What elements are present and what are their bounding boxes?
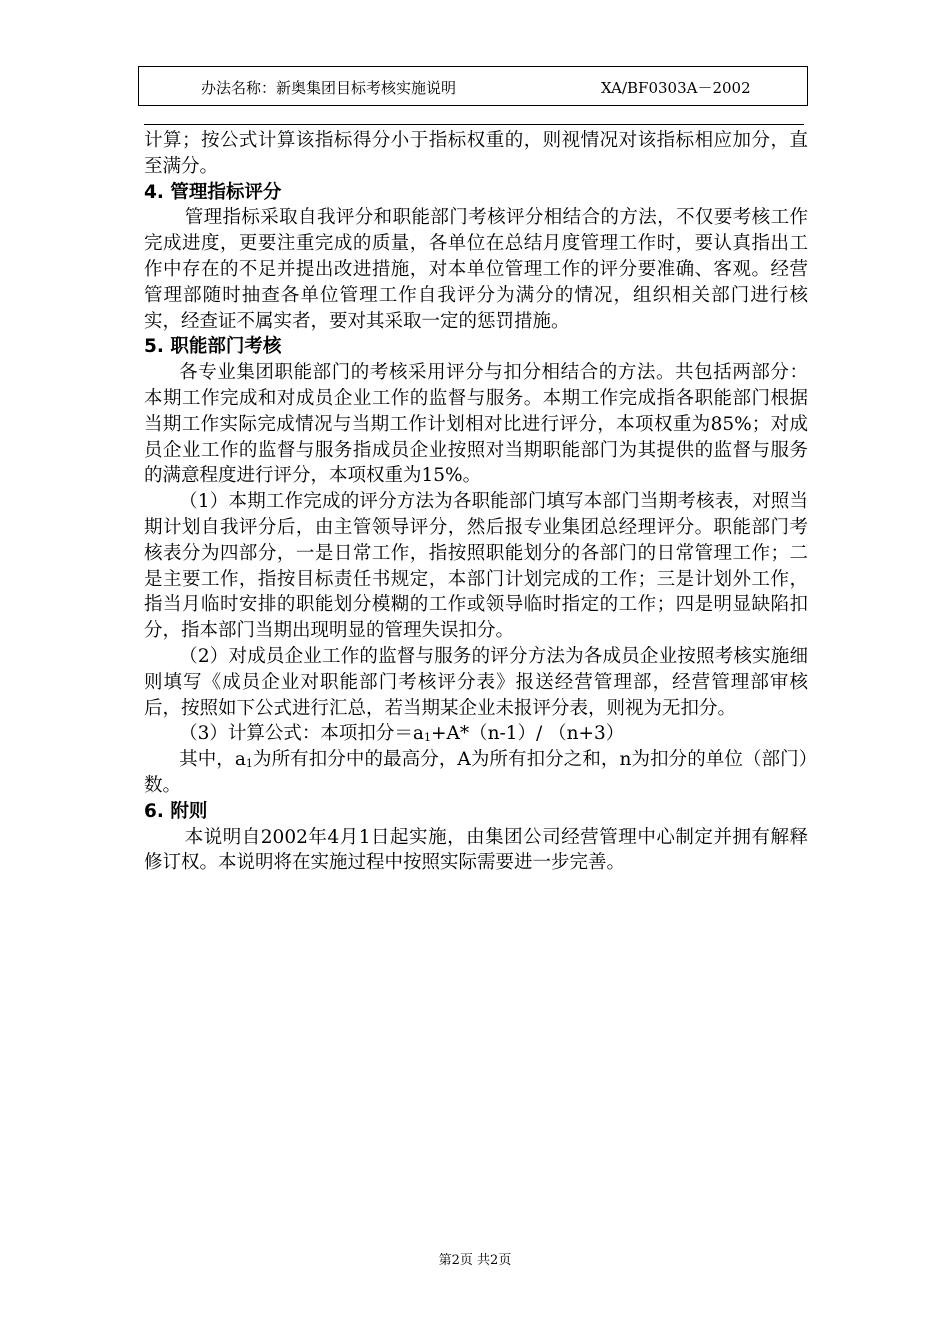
header-rule <box>144 124 804 125</box>
document-code: XA/BF0303A－2002 <box>601 79 751 97</box>
explanation-text-b: 为所有扣分中的最高分，A为所有扣分之和，n为扣分的单位（部门）数。 <box>144 749 808 796</box>
formula-text-b: +A*（n-1）/ （n+3） <box>430 723 625 745</box>
section-5-paragraph-1: 各专业集团职能部门的考核采用评分与扣分相结合的方法。共包括两部分：本期工作完成和对成员企业工作的监督与服务。本期工作完成指各职能部门根据当期工作实际完成情况与当期工作计划相对比进行评分，本项权重为85%；对成员企业工作的监督与服务指成员企业按照对当期职能部门为其提供的监督与服务的满意程度进行评分，本项权重为15%。 <box>144 362 808 487</box>
section-5-heading: 5. 职能部门考核 <box>144 336 282 358</box>
explanation-subscript: 1 <box>245 757 253 771</box>
formula-explanation <box>144 747 808 799</box>
section-6-paragraph: 本说明自2002年4月1日起实施，由集团公司经营管理中心制定并拥有解释修订权。本说明将在实施过程中按照实际需要进一步完善。 <box>144 826 808 874</box>
explanation-text-a: 其中，a <box>179 749 246 771</box>
section-5-paragraph-3: （2）对成员企业工作的监督与服务的评分方法为各成员企业按照考核实施细则填写《成员企业对职能部门考核评分表》报送经营管理部，经营管理部审核后，按照如下公式进行汇总，若当期某企业未报评分表，则视为无扣分。 <box>144 645 808 719</box>
document-header <box>138 66 808 106</box>
formula-paragraph <box>144 721 808 747</box>
document-body <box>144 128 808 876</box>
continued-paragraph: 计算；按公式计算该指标得分小于指标权重的，则视情况对该指标相应加分，直至满分。 <box>144 130 808 177</box>
section-4-heading: 4. 管理指标评分 <box>144 181 282 203</box>
section-4-paragraph: 管理指标采取自我评分和职能部门考核评分相结合的方法，不仅要考核工作完成进度，更要注重完成的质量，各单位在总结月度管理工作时，要认真指出工作中存在的不足并提出改进措施，对本单位管理工作的评分要准确、客观。经营管理部随时抽查各单位管理工作自我评分为满分的情况，组织相关部门进行核实，经查证不属实者，要对其采取一定的惩罚措施。 <box>144 207 808 332</box>
document-title: 办法名称：新奥集团目标考核实施说明 <box>201 79 457 97</box>
formula-text-a: （3）计算公式：本项扣分＝a <box>179 723 424 745</box>
section-5-paragraph-2: （1）本期工作完成的评分方法为各职能部门填写本部门当期考核表，对照当期计划自我评分后，由主管领导评分，然后报专业集团总经理评分。职能部门考核表分为四部分，一是日常工作，指按照职能划分的各部门的日常管理工作；二是主要工作，指按目标责任书规定，本部门计划完成的工作；三是计划外工作，指当月临时安排的职能划分模糊的工作或领导临时指定的工作；四是明显缺陷扣分，指本部门当期出现明显的管理失误扣分。 <box>144 491 808 642</box>
page-number: 第2页 共2页 <box>438 1253 512 1268</box>
section-6-heading: 6. 附则 <box>144 800 208 822</box>
formula-subscript: 1 <box>423 731 431 745</box>
